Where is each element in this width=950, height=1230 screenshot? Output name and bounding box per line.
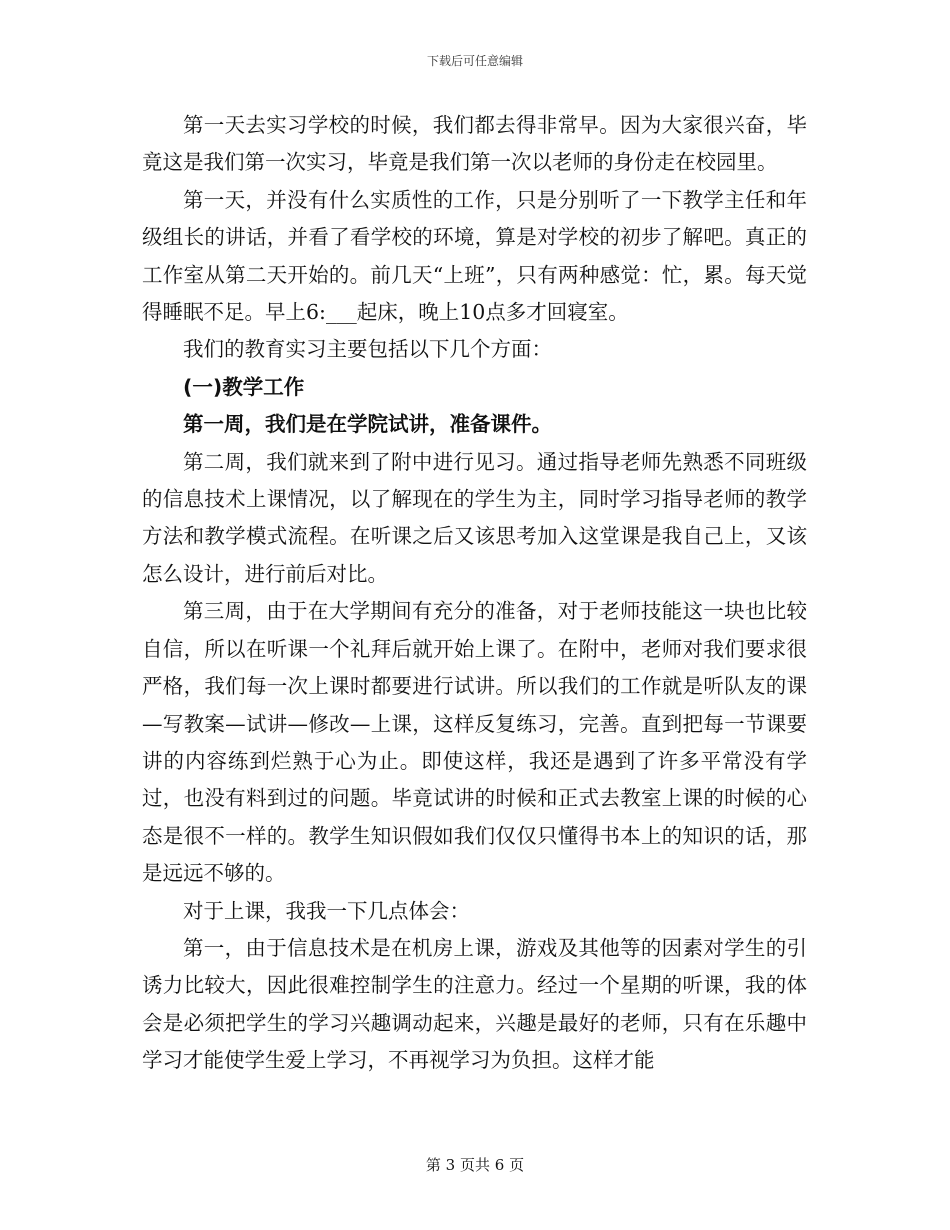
paragraph: 第一天，并没有什么实质性的工作，只是分别听了一下教学主任和年级组长的讲话，并看了看学校的环境，算是对学校的初步了解吧。真正的工作室从第二天开始的。前几天“上班”，只有两种感觉：忙，累。每天觉得睡眠不足。早上6:___起床，晚上10点多才回寝室。 [142, 187, 807, 325]
paragraph: 第一，由于信息技术是在机房上课，游戏及其他等的因素对学生的引诱力比较大，因此很难控制学生的注意力。经过一个星期的听课，我的体会是必须把学生的学习兴趣调动起来，兴趣是最好的老师，只有在乐趣中学习才能使学生爱上学习，不再视学习为负担。这样才能 [142, 935, 807, 1073]
paragraph: 我们的教育实习主要包括以下几个方面： [183, 337, 552, 362]
paragraph: 第二周，我们就来到了附中进行见习。通过指导老师先熟悉不同班级的信息技术上课情况，以了解现在的学生为主，同时学习指导老师的教学方法和教学模式流程。在听课之后又该思考加入这堂课是我自己上，又该怎么设计，进行前后对比。 [142, 449, 807, 586]
page-header: 下载后可任意编辑 [426, 54, 523, 68]
paragraph: 对于上课，我我一下几点体会： [183, 898, 470, 923]
paragraph: 第一天去实习学校的时候，我们都去得非常早。因为大家很兴奋，毕竟这是我们第一次实习，毕竟是我们第一次以老师的身份走在校园里。 [142, 113, 807, 175]
document-body [142, 107, 807, 1080]
section-heading: (一)教学工作 [183, 374, 305, 399]
paragraph: 第三周，由于在大学期间有充分的准备，对于老师技能这一块也比较自信，所以在听课一个礼拜后就开始上课了。在附中，老师对我们要求很严格，我们每一次上课时都要进行试讲。所以我们的工作就是听队友的课—写教案—试讲—修改—上课，这样反复练习，完善。直到把每一节课要讲的内容练到烂熟于心为止。即使这样，我还是遇到了许多平常没有学过，也没有料到过的问题。毕竟试讲的时候和正式去教室上课的时候的心态是很不一样的。教学生知识假如我们仅仅只懂得书本上的知识的话，那是远远不够的。 [142, 599, 807, 886]
bold-paragraph: 第一周，我们是在学院试讲，准备课件。 [183, 412, 552, 437]
page-footer: 第 3 页共 6 页 [425, 1156, 525, 1174]
